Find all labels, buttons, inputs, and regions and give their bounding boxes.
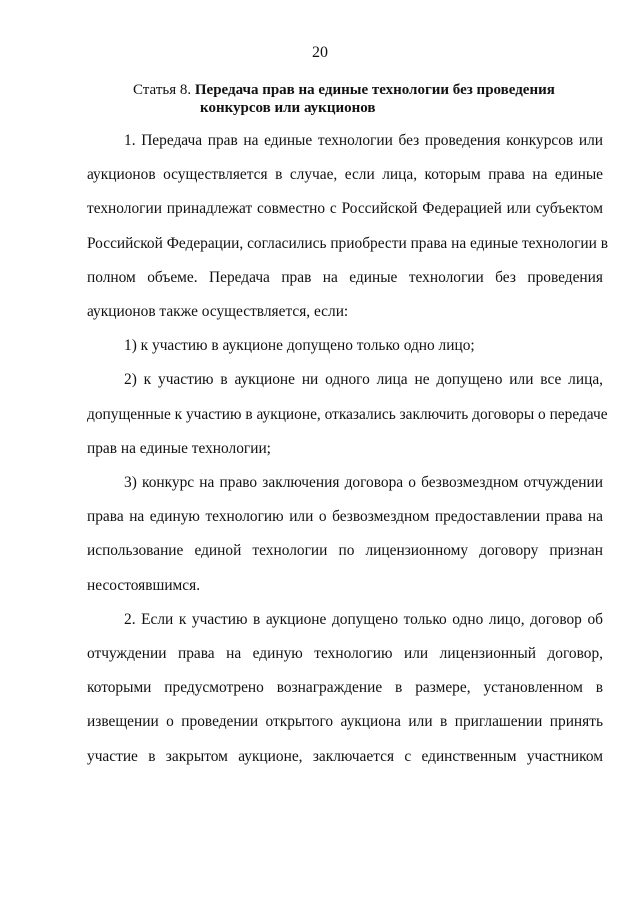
article-prefix: Статья 8. [133, 82, 195, 98]
article-heading [0, 81, 640, 117]
text-line: допущенные к участию в аукционе, отказались заключить договоры о передаче [87, 405, 608, 423]
article-title-line-2: конкурсов или аукционов [200, 100, 376, 116]
paragraph-item-3 [87, 466, 603, 603]
text-line: аукционов осуществляется в случае, если лица, которым права на единые [87, 166, 603, 184]
article-heading-line-1 [0, 81, 640, 99]
text-line: 1) к участию в аукционе допущено только одно лицо; [124, 337, 475, 355]
text-line: Российской Федерации, согласились приобрести права на единые технологии в [87, 234, 608, 252]
text-line: 2) к участию в аукционе ни одного лица не допущено или все лица, [124, 371, 603, 389]
text-line: отчуждении права на единую технологию или лицензионный договор, [87, 645, 603, 663]
text-line: несостоявшимся. [87, 576, 201, 594]
text-line: которыми предусмотрено вознаграждение в размере, установленном в [87, 679, 603, 697]
text-line: 3) конкурс на право заключения договора о безвозмездном отчуждении [124, 474, 603, 492]
text-line: использование единой технологии по лицензионному договору признан [87, 542, 603, 560]
text-line: 2. Если к участию в аукционе допущено только одно лицо, договор об [124, 610, 603, 628]
text-line: участие в закрытом аукционе, заключается с единственным участником [87, 747, 603, 765]
text-line: прав на единые технологии; [87, 439, 271, 457]
text-line: полном объеме. Передача прав на единые технологии без проведения [87, 268, 603, 286]
paragraph-item-1 [87, 329, 603, 363]
paragraph-1 [87, 124, 608, 329]
text-line: права на единую технологию или о безвозмездном предоставлении права на [87, 508, 603, 526]
text-line: 1. Передача прав на единые технологии без проведения конкурсов или [124, 132, 603, 149]
body-text [87, 124, 608, 774]
paragraph-item-2 [87, 363, 608, 466]
text-line: извещении о проведении открытого аукциона или в приглашении принять [87, 713, 603, 731]
page-number: 20 [312, 44, 328, 61]
text-line: аукционов также осуществляется, если: [87, 303, 349, 321]
paragraph-2 [87, 603, 603, 774]
article-title-line-1: Передача прав на единые технологии без проведения [194, 82, 555, 98]
text-line: технологии принадлежат совместно с Российской Федерацией или субъектом [87, 200, 603, 218]
